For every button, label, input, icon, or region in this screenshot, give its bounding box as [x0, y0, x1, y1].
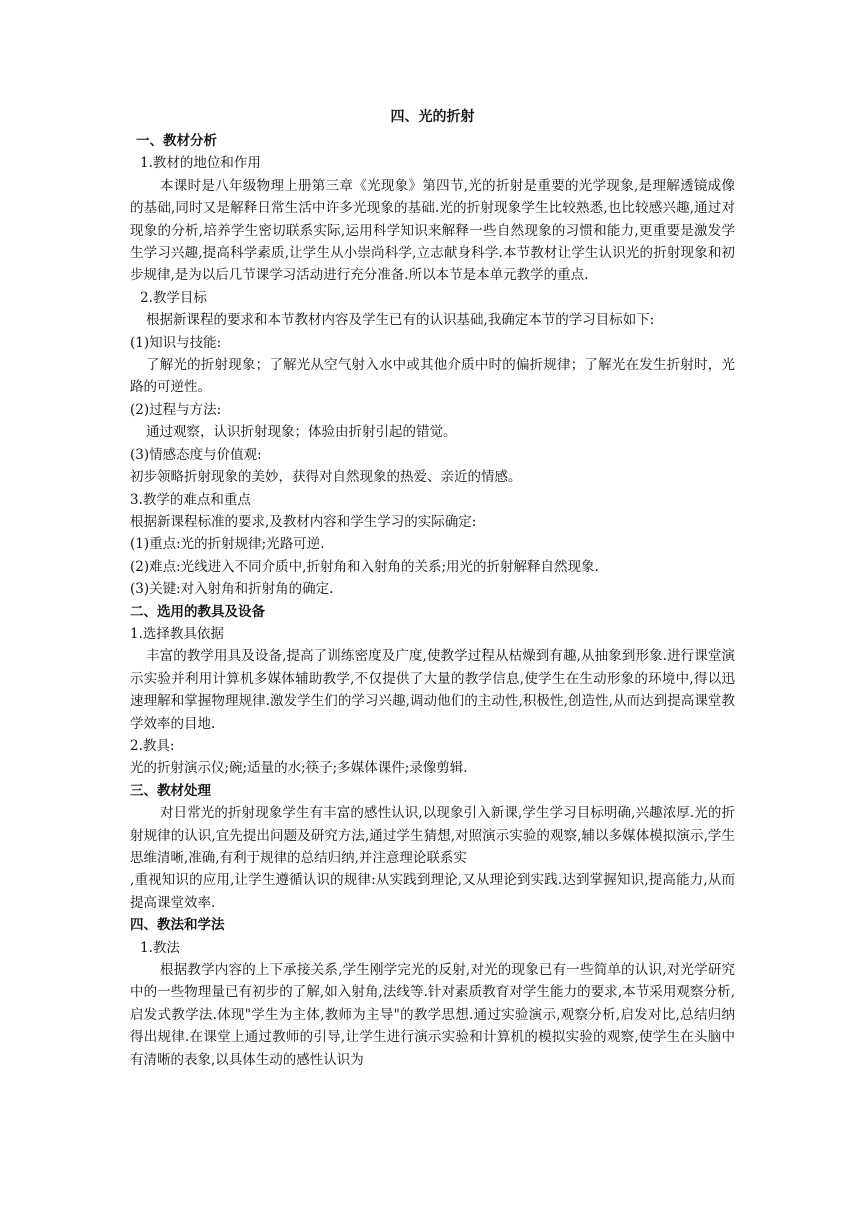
paragraph-material-processing-a: 对日常光的折射现象学生有丰富的感性认识,以现象引入新课,学生学习目标明确,兴趣浓厚.光的折射规律的认识,宜先提出问题及研究方法,通过学生猜想,对照演示实验的观察,辅以多媒体模拟演示,学生思维清晰,准确,有利于规律的总结归纳,并注意理论联系实 — [130, 805, 735, 866]
difficult-point-item: (2)难点:光线进入不同介质中,折射角和入射角的关系;用光的折射解释自然现象. — [130, 558, 599, 575]
section-heading-material-processing: 三、教材处理 — [130, 782, 211, 799]
section-heading-textbook-analysis: 一、教材分析 — [136, 133, 217, 149]
goal-method-text: 通过观察，认识折射现象；体验由折射引起的错觉。 — [146, 424, 457, 441]
section-heading-teaching-tools: 二、选用的教具及设备 — [130, 603, 265, 620]
subheading-teaching-method: 1.教法 — [140, 939, 180, 956]
paragraph-tool-basis: 丰富的教学用具及设备,提高了训练密度及广度,使教学过程从枯燥到有趣,从抽象到形象.进行课堂演示实验并利用计算机多媒体辅助教学,不仅提供了大量的教学信息,使学生在生动形象的环境中,得以迅速理解和掌握物理规律.激发学生们的学习兴趣,调动他们的主动性,积极性,创造性,从而达到提高课堂教学效率的目地. — [130, 648, 735, 732]
goal-knowledge-text: 了解光的折射现象；了解光从空气射入水中或其他介质中时的偏折规律；了解光在发生折射时，光路的可逆性。 — [130, 357, 735, 396]
critical-point-item: (3)关键:对入射角和折射角的确定. — [130, 581, 334, 598]
key-difficult-intro: 根据新课程标准的要求,及教材内容和学生学习的实际确定: — [130, 513, 477, 530]
section-heading-methods: 四、教法和学法 — [130, 917, 225, 934]
subheading-position-role: 1.教材的地位和作用 — [140, 155, 261, 172]
document-title: 四、光的折射 — [390, 109, 475, 125]
goal-attitude-heading: (3)情感态度与价值观: — [130, 446, 262, 463]
subheading-tools: 2.教具: — [130, 737, 175, 754]
goal-attitude-text: 初步领略折射现象的美妙，获得对自然现象的热爱、亲近的情感。 — [130, 469, 522, 486]
paragraph-material-processing-b: ,重视知识的应用,让学生遵循认识的规律:从实践到理论,又从理论到实践.达到掌握知识,提高能力,从而提高课堂效率. — [130, 872, 735, 911]
key-point-item: (1)重点:光的折射规律;光路可逆. — [130, 536, 325, 553]
goal-knowledge-heading: (1)知识与技能: — [130, 334, 222, 351]
paragraph-teaching-method: 根据教学内容的上下承接关系,学生刚学完光的反射,对光的现象已有一些简单的认识,对光学研究中的一些物理量已有初步的了解,如入射角,法线等.针对素质教育对学生能力的要求,本节采用观察分析,启发式教学法.体现"学生为主体,教师为主导"的教学思想.通过实验演示,观察分析,启发对比,总结归纳得出规律.在课堂上通过教师的引导,让学生进行演示实验和计算机的模拟实验的观察,使学生在头脑中有清晰的表象,以具体生动的感性认识为 — [130, 962, 735, 1068]
tools-list: 光的折射演示仪;碗;适量的水;筷子;多媒体课件;录像剪辑. — [130, 760, 468, 777]
subheading-teaching-goals: 2.教学目标 — [140, 289, 207, 306]
document-page — [130, 104, 735, 1071]
paragraph-goals-intro: 根据新课程的要求和本节教材内容及学生已有的认识基础,我确定本节的学习目标如下: — [146, 312, 655, 329]
subheading-key-difficult: 3.教学的难点和重点 — [130, 491, 251, 508]
subheading-tool-basis: 1.选择教具依据 — [130, 625, 224, 642]
paragraph-position-role: 本课时是八年级物理上册第三章《光现象》第四节,光的折射是重要的光学现象,是理解透镜成像的基础,同时又是解释日常生活中许多光现象的基础.光的折射现象学生比较熟悉,也比较感兴趣,通过对现象的分析,培养学生密切联系实际,运用科学知识来解释一些自然现象的习惯和能力,更重要是激发学生学习兴趣,提高科学素质,让学生从小崇尚科学,立志献身科学.本节教材让学生认识光的折射现象和初步规律,是为以后几节课学习活动进行充分准备.所以本节是本单元教学的重点. — [130, 177, 735, 284]
goal-method-heading: (2)过程与方法: — [130, 401, 222, 418]
